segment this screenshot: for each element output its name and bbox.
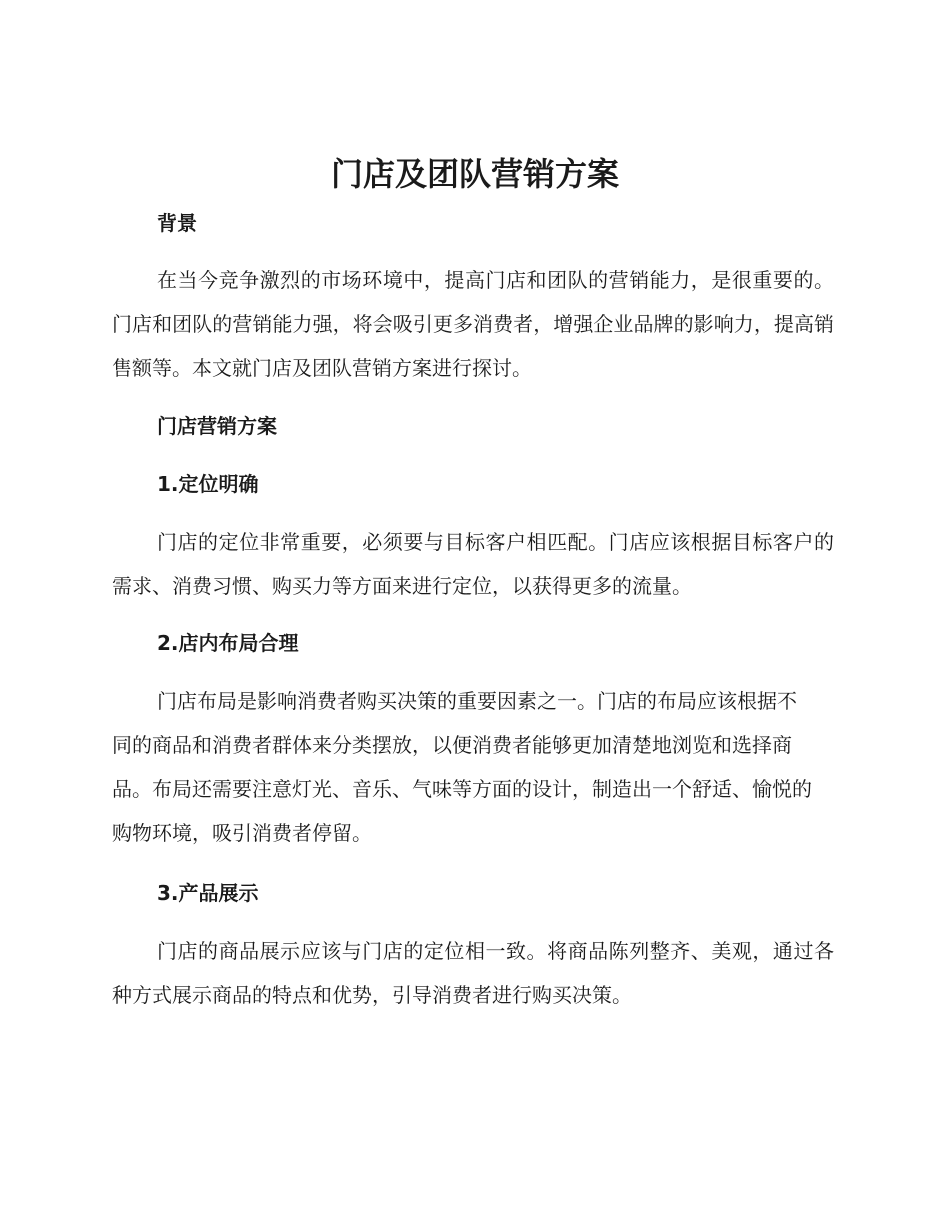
section-heading-layout: 2.店内布局合理 (157, 631, 299, 655)
section-heading-background: 背景 (157, 211, 197, 235)
section-heading-positioning: 1.定位明确 (157, 472, 259, 496)
paragraph-product-display: 门店的商品展示应该与门店的定位相一致。将商品陈列整齐、美观，通过各种方式展示商品的特点和优势，引导消费者进行购买决策。 (112, 939, 834, 1007)
paragraph-background: 在当今竞争激烈的市场环境中，提高门店和团队的营销能力，是很重要的。门店和团队的营销能力强，将会吸引更多消费者，增强企业品牌的影响力，提高销售额等。本文就门店及团队营销方案进行探讨。 (112, 268, 834, 380)
section-heading-store-marketing: 门店营销方案 (157, 414, 277, 438)
paragraph-layout: 门店布局是影响消费者购买决策的重要因素之一。门店的布局应该根据不同的商品和消费者群体来分类摆放，以便消费者能够更加清楚地浏览和选择商品。布局还需要注意灯光、音乐、气味等方面的设计，制造出一个舒适、愉悦的购物环境，吸引消费者停留。 (112, 689, 812, 845)
section-heading-product-display: 3.产品展示 (157, 881, 259, 905)
document-title: 门店及团队营销方案 (330, 155, 619, 193)
paragraph-positioning: 门店的定位非常重要，必须要与目标客户相匹配。门店应该根据目标客户的需求、消费习惯、购买力等方面来进行定位，以获得更多的流量。 (112, 530, 834, 598)
